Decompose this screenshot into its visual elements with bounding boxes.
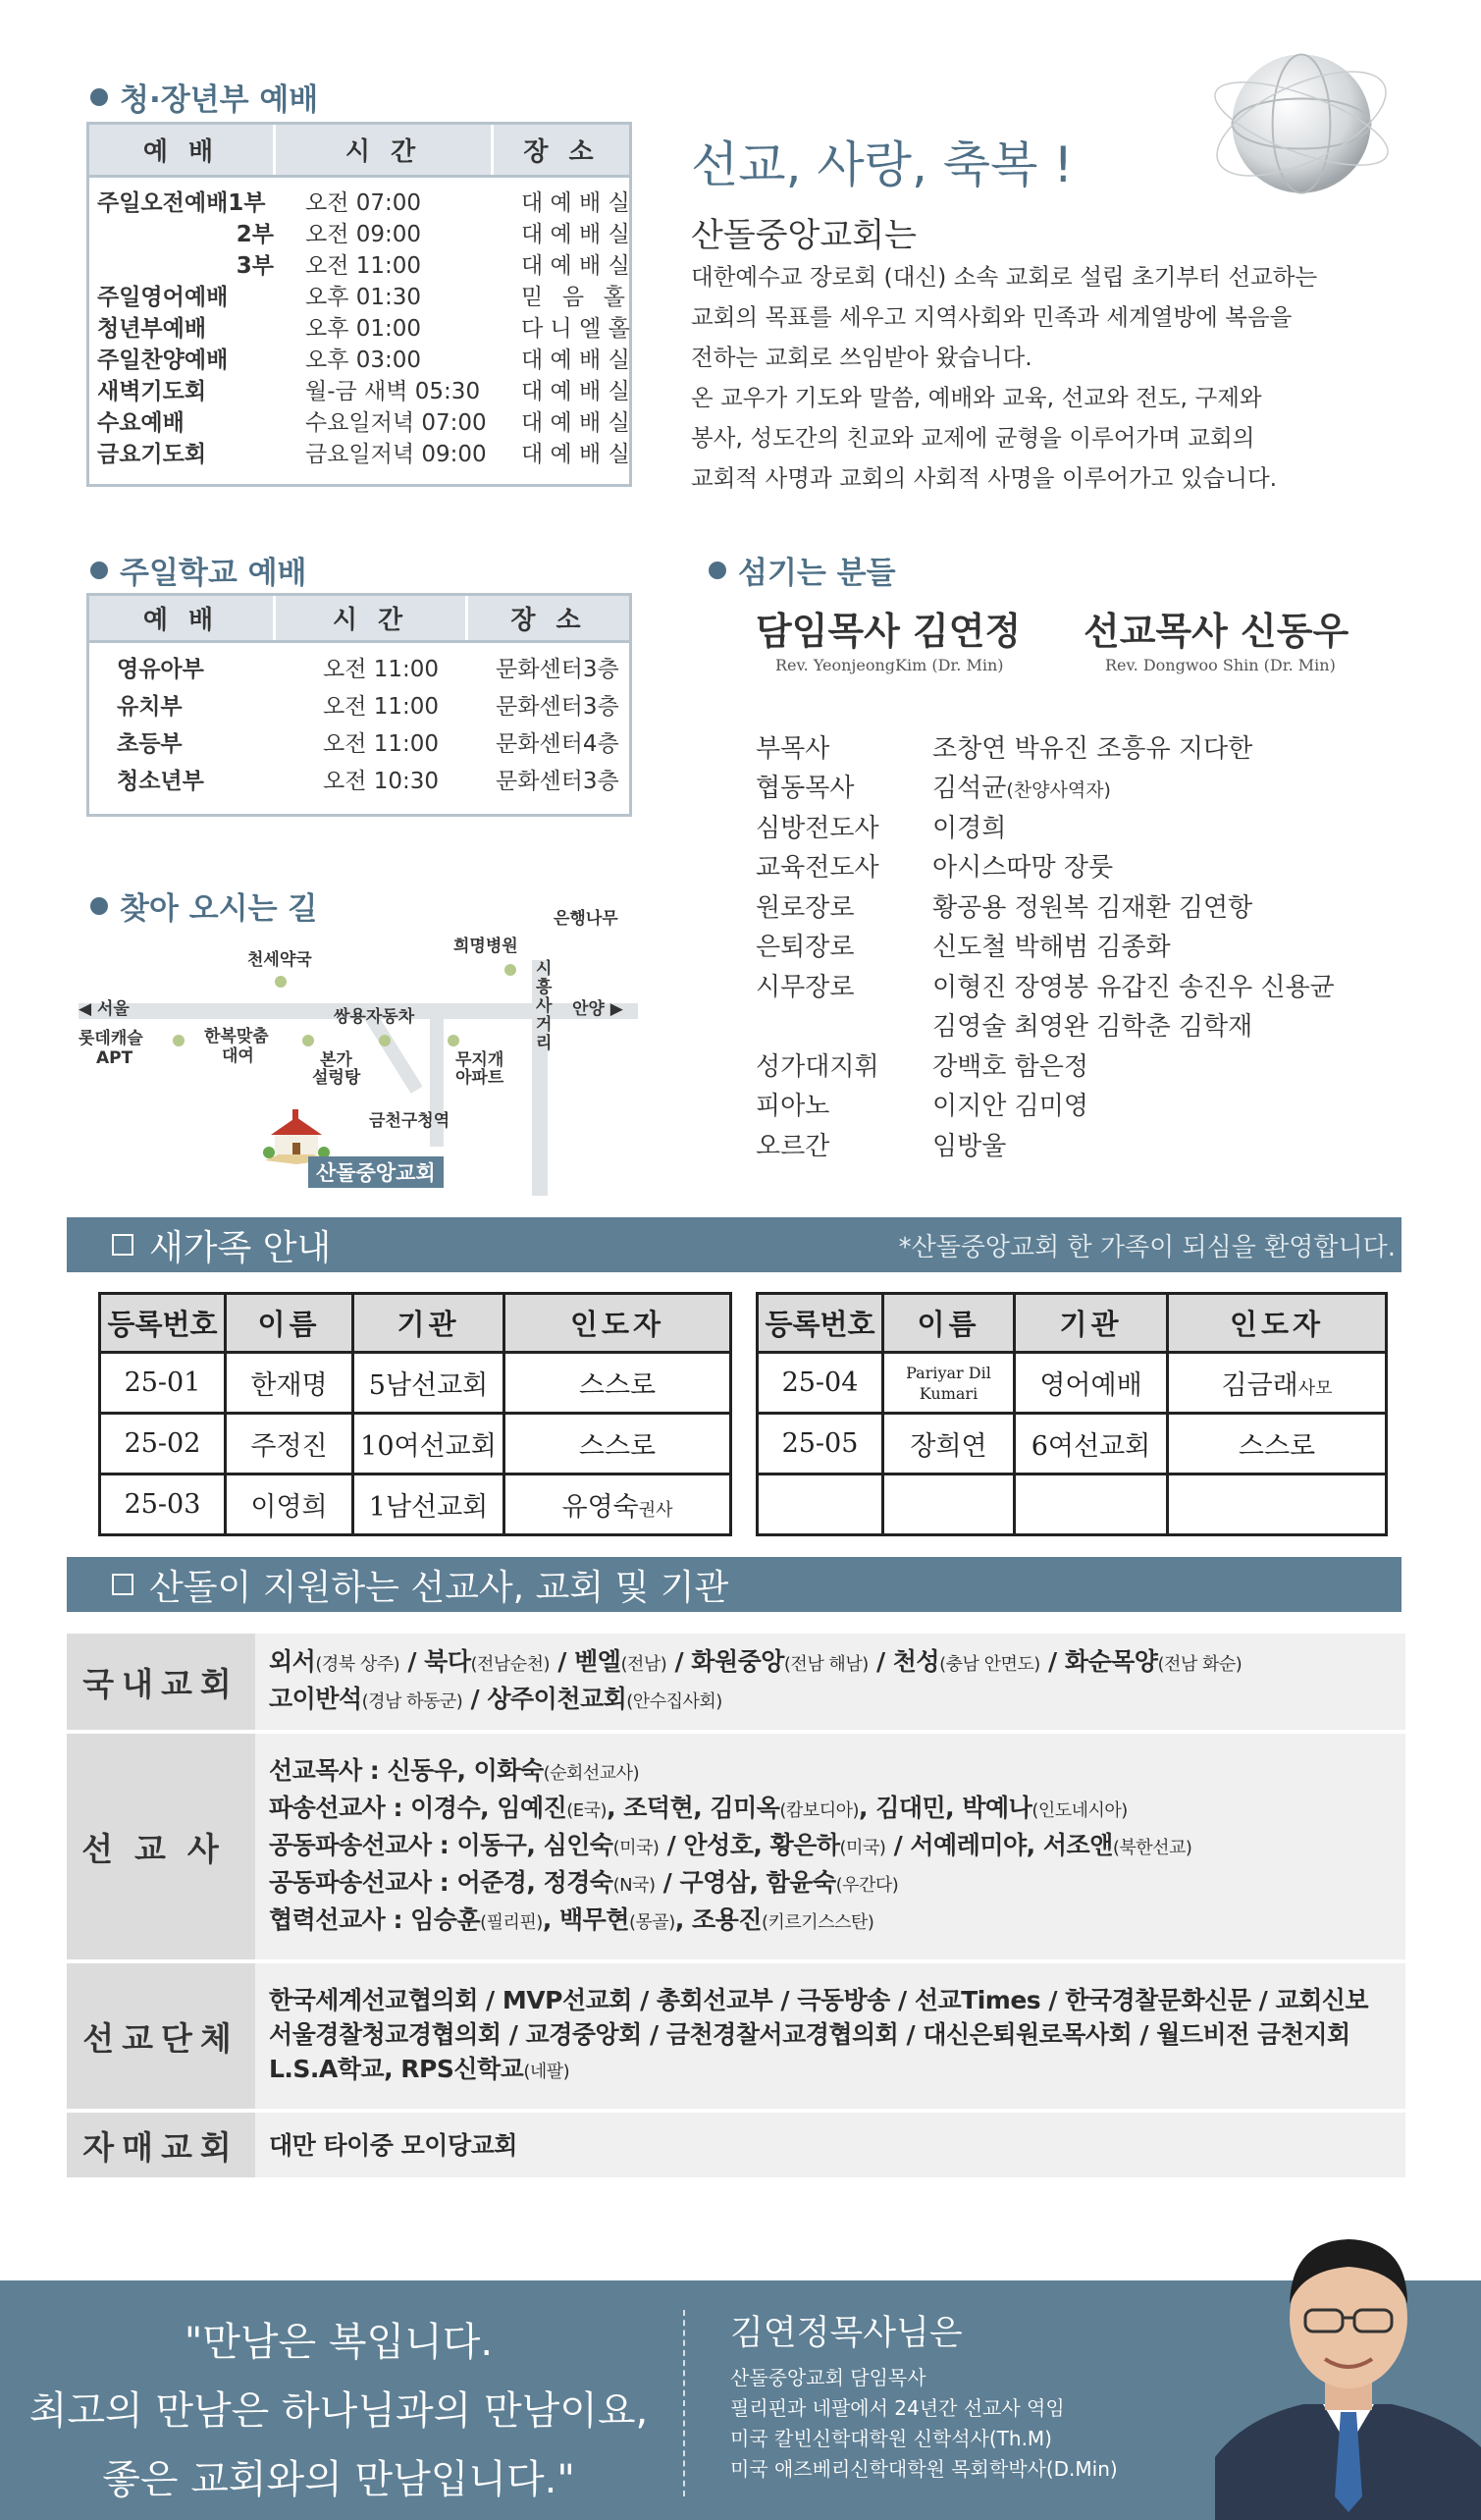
service-place: 대 예 배 실 [521, 379, 630, 404]
label-bonga1: 본가 [320, 1050, 352, 1070]
member-guide [1168, 1414, 1387, 1474]
directions-title: 찾아 오시는 길 [90, 884, 317, 928]
dept-place-column [496, 651, 623, 800]
dept-place: 문화센터3층 [496, 769, 619, 794]
support-note: (미국) [612, 1838, 660, 1858]
intro-title: 산돌중앙교회는 [691, 216, 917, 255]
dept-place: 문화센터3층 [496, 657, 619, 682]
label-seoul: ◀ 서울 [79, 999, 130, 1019]
member-org [1015, 1474, 1168, 1535]
staff-row [756, 1124, 1335, 1164]
location-pin-icon [173, 1035, 185, 1046]
staff-names [932, 768, 1111, 804]
staff-name-list: 신도철 박해범 김종화 [932, 933, 1171, 963]
domestic-churches-row: 국내교회 외서(경북 상주) / 북다(전남순천) / 벧엘(전남) / 화원중앙(전남 해남) / 천성(충남 안면도) / 화순목양(전남 화순) 고이반석(경남 하동군) / 상주이천교회(안수집사회) [67, 1634, 1405, 1730]
staff-row [756, 885, 1335, 926]
support-text: , 백무현 [542, 1905, 629, 1934]
bullet-icon [90, 562, 108, 579]
guide-name: 스스로 [578, 1370, 657, 1401]
member-guide [504, 1414, 731, 1474]
support-line [269, 1828, 1392, 1865]
service-time: 오전 07:00 [305, 190, 422, 216]
member-name [883, 1474, 1015, 1535]
staff-name-list: 황공용 정원복 김재환 김연항 [932, 892, 1253, 923]
support-note: (전남순천) [470, 1654, 551, 1675]
dept-time: 오전 11:00 [323, 731, 440, 757]
table-header: 등록번호 이름 기관 인도자 [758, 1294, 1387, 1353]
support-text: 서울경찰청교경협의회 / 교경중앙회 / 금천경찰서교경협의회 / 대신은퇴원로목사회 / 월드비전 금천지회 [269, 2020, 1350, 2049]
support-note: (경남 하동군) [361, 1691, 463, 1712]
support-line [269, 1865, 1392, 1903]
dept-name: 유치부 [117, 694, 183, 720]
service-place: 믿 음 홀 [521, 285, 625, 310]
member-name: 한재명 [226, 1353, 353, 1414]
support-line [269, 2052, 1392, 2089]
reg-number: 25-04 [758, 1353, 883, 1414]
support-text: / 구영삼, 함윤숙 [655, 1868, 836, 1897]
staff-row [756, 965, 1335, 1005]
staff-names [932, 1046, 1088, 1083]
table-row [100, 1474, 731, 1535]
support-text: L.S.A학교, RPS신학교 [269, 2055, 524, 2083]
guide-title: 권사 [638, 1500, 673, 1521]
staff-name-list: 이지안 김미영 [932, 1092, 1088, 1122]
member-org: 영어예배 [1015, 1353, 1168, 1414]
directions-map [79, 901, 648, 1206]
support-note: (북한선교) [1112, 1838, 1192, 1858]
service-time: 오후 03:00 [305, 348, 422, 373]
table-row [100, 1414, 731, 1474]
staff-role: 은퇴장로 [756, 933, 855, 963]
support-note: (전남) [620, 1654, 667, 1675]
intro-headline: 선교, 사랑, 축복 ! [691, 136, 1074, 193]
support-note: (미국) [839, 1838, 886, 1858]
label-cheonse: 천세약국 [247, 950, 312, 970]
guide-name: 스스로 [1238, 1431, 1316, 1462]
dept-place: 문화센터4층 [496, 731, 619, 757]
table-row [758, 1474, 1387, 1535]
support-text: 한국세계선교협의회 / MVP선교회 / 총회선교부 / 극동방송 / 선교Times / 한국경찰문화신문 / 교회신보 [269, 1986, 1369, 2014]
support-note: (네팔) [523, 2062, 570, 2082]
service-place: 다 니 엘 홀 [521, 316, 630, 342]
location-pin-icon [379, 1035, 391, 1046]
table-header: 등록번호 이름 기관 인도자 [100, 1294, 731, 1353]
staff-name-list: 조창연 박유진 조흥유 지다한 [932, 733, 1253, 764]
staff-role: 시무장로 [756, 972, 855, 1002]
pastor-portrait [1215, 2202, 1481, 2520]
reg-number: 25-01 [100, 1353, 226, 1414]
reg-number: 25-03 [100, 1474, 226, 1535]
support-text: 공동파송선교사 : 이동구, 심인숙 [269, 1831, 613, 1859]
service-place: 대 예 배 실 [521, 348, 630, 373]
support-text: , 김대민, 박예나 [859, 1794, 1032, 1822]
location-pin-icon [504, 964, 516, 976]
label-ssangyong: 쌍용자동차 [334, 1007, 415, 1027]
support-note: (필리핀) [480, 1912, 543, 1933]
service-name: 금요기도회 [97, 442, 207, 467]
location-pin-icon [448, 1035, 459, 1046]
label-hospital: 희명병원 [453, 937, 518, 956]
member-org: 10여선교회 [353, 1414, 504, 1474]
member-name: 주정진 [226, 1414, 353, 1474]
checkbox-square-icon [112, 1574, 133, 1595]
service-place: 대 예 배 실 [521, 253, 630, 279]
dept-time: 오전 11:00 [323, 694, 440, 720]
sunday-school-title: 주일학교 예배 [90, 548, 306, 592]
new-family-band: 새가족 안내 *산돌중앙교회 한 가족이 되심을 환영합니다. [67, 1217, 1402, 1272]
label-tree: 은행나무 [554, 909, 618, 929]
pastor-bio: 김연정목사님은 산돌중앙교회 담임목사 필리핀과 네팔에서 24년간 선교사 역임 미국 칼빈신학대학원 신학석사(Th.M) 미국 애즈베리신학대학원 목회학박사(D.Min) [730, 2314, 1118, 2481]
service-place: 대 예 배 실 [521, 190, 630, 216]
support-text: 파송선교사 : 이경수, 임예진 [269, 1794, 567, 1822]
member-org: 1남선교회 [353, 1474, 504, 1535]
staff-role: 부목사 [756, 733, 830, 764]
staff-row [756, 926, 1335, 966]
staff-role: 원로장로 [756, 892, 855, 923]
support-note: (키르기스스탄) [761, 1912, 874, 1933]
staff-name-list: 김석균 [932, 774, 1007, 804]
location-pin-icon [302, 1035, 314, 1046]
sister-church-row: 자매교회 대만 타이중 모이당교회 [67, 2113, 1405, 2177]
support-note: (인도네시아) [1031, 1800, 1128, 1821]
support-text: / 화원중앙 [666, 1647, 784, 1676]
mission-pastor-name: 선교목사 신동우 [1084, 609, 1349, 653]
service-time: 오전 09:00 [305, 222, 422, 247]
missionaries-row: 선교사 선교목사 : 신동우, 이화숙(순회선교사) 파송선교사 : 이경수, 임예진(E국), 조덕현, 김미옥(캄보디아), 김대민, 박예나(인도네시아) 공동파송선교사 : 이동구, 심인숙(미국) / 안성호, 황은하(미국) / 서예레미야, 서조앤(북한선교) 공동파송선교사 : 어준경, 정경숙(N국) / 구영삼, 함윤숙(우간다) 협력선교사 : 임승훈(필리핀), 백무현(몽골), 조용진(키르기스스탄) [67, 1734, 1405, 1959]
staff-names [932, 1086, 1088, 1122]
church-map-label: 산돌중앙교회 [308, 1156, 444, 1188]
staff-row [756, 806, 1335, 846]
support-line [269, 1983, 1392, 2017]
member-org: 5남선교회 [353, 1353, 504, 1414]
support-line [269, 1791, 1392, 1828]
servants-title: 섬기는 분들 [709, 548, 896, 592]
support-text: , 조덕현, 김미옥 [607, 1794, 780, 1822]
senior-pastor-name: 담임목사 김연정 [756, 609, 1022, 653]
service-place: 대 예 배 실 [521, 222, 630, 247]
staff-name-list: 이형진 장영봉 유갑진 송진우 신용균 [932, 972, 1335, 1002]
service-time: 오전 11:00 [305, 253, 422, 279]
intro-body: 대한예수교 장로회 (대신) 소속 교회로 설립 초기부터 선교하는 교회의 목표를 세우고 지역사회와 민족과 세계열방에 복음을 전하는 교회로 쓰임받아 왔습니다. 온 교우가 기도와 말씀, 예배와 교육, 선교와 전도, 구제와 봉사, 성도간의 친교와 교제에 균형을 이루어가며 교회의 교회적 사명과 교회의 사회적 사명을 이루어가고 있습니다. [691, 263, 1318, 492]
support-text: 협력선교사 : 임승훈 [269, 1905, 481, 1934]
dept-time: 오전 11:00 [323, 657, 440, 682]
service-name-column [97, 188, 274, 470]
dept-time: 오전 10:30 [323, 769, 440, 794]
guide-title: 사모 [1297, 1378, 1333, 1399]
service-place: 대 예 배 실 [521, 442, 630, 467]
support-text: / 상주이천교회 [462, 1685, 627, 1713]
service-time: 금요일저녁 09:00 [305, 442, 487, 467]
service-name: 3부 [236, 253, 274, 279]
youth-service-table [86, 122, 632, 487]
label-rainbow2: 아파트 [455, 1068, 504, 1088]
staff-row [756, 1005, 1335, 1046]
staff-names [932, 967, 1335, 1003]
staff-names [932, 847, 1113, 884]
staff-name-list: 김영술 최영완 김학춘 김학재 [932, 1012, 1253, 1043]
service-name: 주일찬양예배 [97, 348, 229, 373]
service-time: 수요일저녁 07:00 [305, 410, 487, 436]
bullet-icon [90, 88, 108, 106]
support-note: (경북 상주) [315, 1654, 400, 1675]
senior-pastor-eng: Rev. YeonjeongKim (Dr. Min) [775, 656, 1004, 674]
member-guide [1168, 1474, 1387, 1535]
support-text: / 북다 [399, 1647, 471, 1676]
staff-row [756, 767, 1335, 807]
member-name: Pariyar Dil Kumari [883, 1353, 1015, 1414]
reg-number [758, 1474, 883, 1535]
footer-quote: "만남은 복입니다. 최고의 만남은 하나님과의 만남이요, 좋은 교회와의 만남입니다." [28, 2320, 649, 2502]
label-hanbok2: 대여 [222, 1046, 254, 1066]
staff-role: 성가대지휘 [756, 1051, 879, 1082]
table-body [89, 643, 629, 800]
support-line [269, 1644, 1392, 1682]
staff-names [932, 927, 1171, 963]
staff-names [932, 1126, 1006, 1162]
support-text: , 조용진 [674, 1905, 762, 1934]
staff-row [756, 1085, 1335, 1125]
guide-name: 김금래 [1221, 1370, 1298, 1401]
support-note: (순회선교사) [543, 1763, 640, 1784]
label-bonga2: 설렁탕 [312, 1068, 361, 1088]
staff-role: 심방전도사 [756, 813, 879, 843]
support-text: 고이반석 [269, 1685, 362, 1713]
support-text: / 벧엘 [550, 1647, 621, 1676]
support-note: (N국) [612, 1875, 656, 1896]
support-note: (E국) [566, 1800, 608, 1821]
support-note: (전남 화순) [1157, 1654, 1243, 1675]
label-rainbow1: 무지개 [455, 1050, 504, 1070]
staff-role: 피아노 [756, 1092, 830, 1122]
staff-role: 오르간 [756, 1131, 830, 1161]
reg-number: 25-02 [100, 1414, 226, 1474]
staff-row [756, 846, 1335, 886]
support-note: (전남 해남) [783, 1654, 869, 1675]
dept-place: 문화센터3층 [496, 694, 619, 720]
service-place-column [521, 188, 630, 470]
table-row [100, 1353, 731, 1414]
staff-names [932, 887, 1252, 924]
service-time: 오후 01:00 [305, 316, 422, 342]
service-name: 수요예배 [97, 410, 185, 436]
member-guide [504, 1474, 731, 1535]
member-org: 6여선교회 [1015, 1414, 1168, 1474]
support-note: (우간다) [835, 1875, 899, 1896]
support-line [269, 2017, 1392, 2052]
service-place: 대 예 배 실 [521, 410, 630, 436]
new-family-table-left [98, 1292, 732, 1536]
label-lotte: 롯데캐슬 [79, 1029, 143, 1048]
organizations-row: 선교단체 한국세계선교협의회 / MVP선교회 / 총회선교부 / 극동방송 / 선교Times / 한국경찰문화신문 / 교회신보 서울경찰청교경협의회 / 교경중앙회 / 금천경찰서교경협의회 / 대신은퇴원로목사회 / 월드비전 금천지회 L.S.A학교, RPS신학교(네팔) [67, 1963, 1405, 2109]
reg-number: 25-05 [758, 1414, 883, 1474]
support-note: (충남 안면도) [939, 1654, 1040, 1675]
table-header: 예 배 시 간 장 소 [89, 125, 629, 178]
support-note: (안수집사회) [626, 1691, 722, 1712]
member-guide [1168, 1353, 1387, 1414]
staff-name-list: 이경희 [932, 813, 1007, 843]
table-row [758, 1353, 1387, 1414]
staff-row [756, 1045, 1335, 1085]
staff-name-list: 강백호 함은정 [932, 1051, 1088, 1082]
service-time: 월-금 새벽 05:30 [305, 379, 481, 404]
support-text: 선교목사 : 신동우, 이화숙 [269, 1756, 544, 1785]
new-family-table-right [756, 1292, 1388, 1536]
youth-service-title: 청·장년부 예배 [90, 75, 318, 119]
member-guide [504, 1353, 731, 1414]
support-text: / 천성 [868, 1647, 940, 1676]
location-pin-icon [275, 976, 287, 988]
staff-row [756, 726, 1335, 767]
mission-pastor-eng: Rev. Dongwoo Shin (Dr. Min) [1105, 656, 1336, 674]
label-anyang: 안양 ▶ [572, 999, 623, 1019]
guide-name: 유영숙 [561, 1492, 639, 1523]
support-text: / 안성호, 황은하 [659, 1831, 840, 1859]
support-note: (캄보디아) [779, 1800, 859, 1821]
staff-role: 협동목사 [756, 774, 855, 804]
globe-icon [1205, 27, 1398, 220]
label-office: 금천구청역 [369, 1111, 450, 1131]
bullet-icon [709, 562, 726, 579]
sunday-school-table [86, 593, 632, 817]
dept-name: 초등부 [117, 731, 183, 757]
support-text: 공동파송선교사 : 어준경, 정경숙 [269, 1868, 613, 1897]
dept-name: 영유아부 [117, 657, 204, 682]
table-header: 예 배 시 간 장 소 [89, 596, 629, 643]
staff-note: (찬양사역자) [1006, 779, 1111, 802]
support-note: (몽골) [628, 1912, 675, 1933]
staff-names [932, 1006, 1252, 1043]
service-name: 주일오전예배1부 [97, 190, 266, 216]
guide-name: 스스로 [578, 1431, 657, 1462]
support-text: / 화순목양 [1039, 1647, 1158, 1676]
member-name: 장희연 [883, 1414, 1015, 1474]
dept-time-column [323, 651, 496, 800]
support-band: 산돌이 지원하는 선교사, 교회 및 기관 [67, 1557, 1402, 1612]
support-line [269, 1903, 1392, 1940]
dashed-divider [683, 2310, 685, 2496]
service-name: 청년부예배 [97, 316, 207, 342]
table-body [89, 178, 629, 470]
staff-name-list: 임방울 [932, 1131, 1007, 1161]
service-name: 새벽기도회 [97, 379, 207, 404]
label-hanbok1: 한복맞춤 [204, 1027, 269, 1046]
staff-names [932, 728, 1252, 765]
dept-name-column [117, 651, 252, 800]
support-text: / 서예레미야, 서조앤 [885, 1831, 1113, 1859]
service-time: 오후 01:30 [305, 285, 422, 310]
label-apt: APT [96, 1048, 133, 1068]
staff-names [932, 808, 1006, 844]
service-time-column [305, 188, 509, 470]
table-row [758, 1414, 1387, 1474]
member-name: 이영희 [226, 1474, 353, 1535]
staff-role: 교육전도사 [756, 853, 879, 884]
service-name: 2부 [236, 222, 274, 247]
support-text: 외서 [269, 1647, 316, 1676]
staff-name-list: 아시스따망 장룻 [932, 853, 1114, 884]
dept-name: 청소년부 [117, 769, 204, 794]
service-name: 주일영어예배 [97, 285, 229, 310]
staff-list [756, 726, 1335, 1164]
checkbox-square-icon [112, 1234, 133, 1256]
label-crossroad: 시흥사거리 [536, 959, 553, 1053]
support-line [269, 1682, 1392, 1719]
support-line [269, 1753, 1392, 1791]
